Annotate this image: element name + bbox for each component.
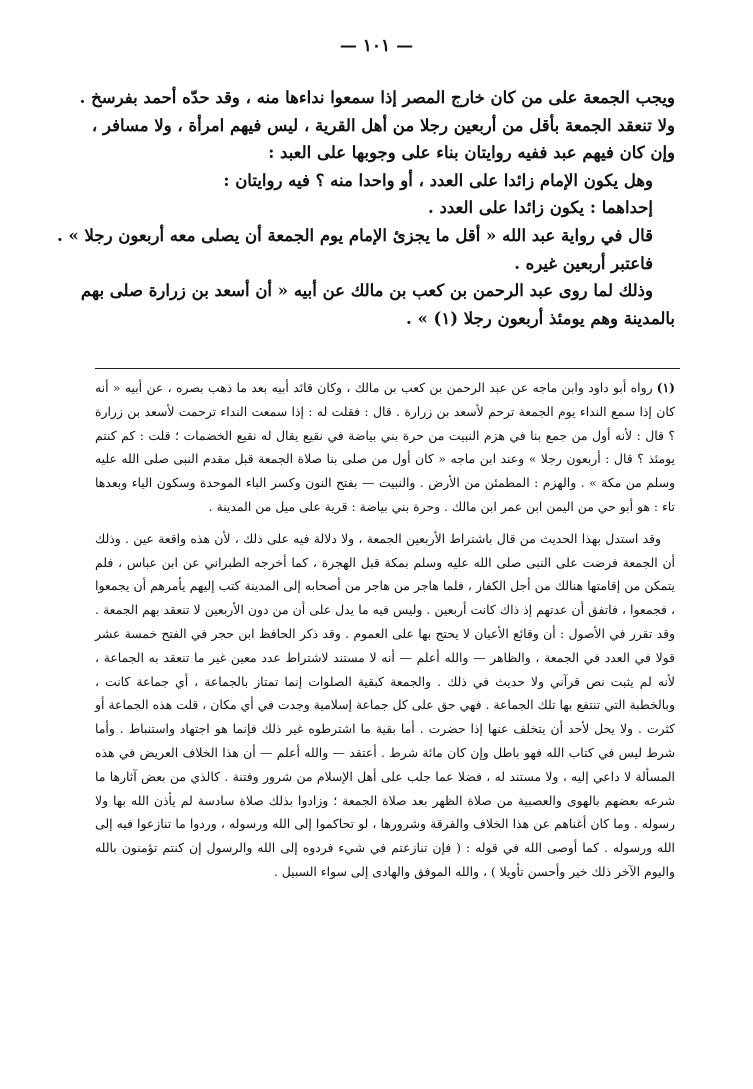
main-line: إحداهما : يكون زائدا على العدد .	[428, 198, 653, 218]
main-line: وهل يكون الإمام زائدا على العدد ، أو واحدا منه ؟ فيه روايتان :	[223, 170, 653, 190]
footnote-marker: (١)	[656, 380, 675, 395]
main-text	[56, 84, 675, 332]
main-line: وإن كان فيهم عبد ففيه روايتان بناء على وجوبها على العبد :	[268, 143, 675, 163]
main-line: وذلك لما روى عبد الرحمن بن كعب بن مالك عن أبيه « أن أسعد بن زرارة صلى بهم	[80, 281, 653, 301]
commentary	[95, 527, 675, 884]
main-line: قال في رواية عبد الله « أقل ما يجزئ الإمام يوم الجمعة أن يصلى معه أربعون رجلا » .	[56, 225, 653, 245]
main-line: ويجب الجمعة على من كان خارج المصر إذا سمعوا نداءها منه ، وقد حدّه أحمد بفرسخ .	[79, 88, 675, 107]
footnote-divider	[95, 368, 680, 369]
footnote-text: رواه أبو داود وابن ماجه عن عبد الرحمن بن كعب بن مالك ، وكان قائد أبيه بعد ما ذهب بصره ، عن أبيه « أنه كان إذا سمع النداء يوم الجمعة ترحم لأسعد بن زرارة . قال : فقلت له : إذا سمعت النداء ترحمت لأسعد بن زرارة ؟ قال : لأنه أول من جمع بنا في هزم النبيت من حرة بني بياضة في نقيع يقال له نقيع الخضمات ؛ قلت : كم كنتم يومئذ ؟ قال : أربعون رجلا » وعند ابن ماجه « كان أول من صلى بنا صلاة الجمعة قبل مقدم النبى صلى الله عليه وسلم من مكة » . والهزم : المطمئن من الأرض . والنبيت — بفتح النون وكسر الباء الموحدة وسكون الياء وبعدها تاء : هو أبو حي من اليمن ابن عمر ابن مالك . وحرة بني بياضة : قرية على ميل من المدينة .	[95, 380, 675, 514]
footnote	[95, 376, 675, 519]
main-line: فاعتبر أربعين غيره .	[514, 253, 653, 273]
commentary-paragraph: وقد استدل بهذا الحديث من قال باشتراط الأربعين الجمعة ، ولا دلالة فيه على ذلك ، لأن هذه واقعة عين . وذلك أن الجمعة فرضت على النبى صلى الله عليه وسلم بمكة قبل الهجرة ، كما أخرجه الطبراني عن ابن عباس ، فلم يتمكن من إقامتها هنالك من أجل الكفار ، فلما هاجر من هاجر من أصحابه إلى المدينة كتب إليهم يأمرهم أن يجمعوا ، فجمعوا ، فاتفق أن عدتهم إذ ذاك كانت أربعين . وليس فيه ما يدل على أن من دون الأربعين لا تنعقد بهم الجمعة . وقد تقرر في الأصول : أن وقائع الأعيان لا يحتج بها على العموم . وقد ذكر الحافظ ابن حجر في الفتح خمسة عشر قولا في العدد في الجمعة ، والظاهر — والله أعلم — أنه لا مستند لاشتراط عدد معين غير ما تنعقد به الجماعة ، لأنه لم يثبت نص قرآني ولا حديث في ذلك . والجمعة كبقية الصلوات إنما تمتاز بالجماعة ، أي جماعة كانت ، وبالخطبة التي تنتفع بها تلك الجماعة . فهي حق على كل جماعة إسلامية وجدت في أي مكان ، قلت هذه الجماعة أو كثرت . ولا يحل لأحد أن يتخلف عنها إذا حضرت . أما بقية ما اشترطوه غير ذلك فإنما هو اجتهاد واستنباط . وأما شرط ليس في كتاب الله فهو باطل وإن كان مائة شرط . أعتقد — والله أعلم — أن هذا الخلاف العريض في هذه المسألة لا داعي إليه ، ولا مستند له ، فضلا عما جلب على أهل الإسلام من شرور وفتنة . كالذي من بعض آثارها ما شرعه بعضهم بالهوى والعصبية من صلاة الظهر بعد صلاة الجمعة ؛ وزادوا بذلك صلاة سادسة لم يأذن الله بها ولا رسوله . وما كان أغناهم عن هذا الخلاف والفرقة وشرورها ، لو تحاكموا إلى الله ورسوله ، وردوا ما تنازعوا فيه إلى الله ورسوله . كما أوصى الله في قوله : ( فإن تنازعتم في شيء فردوه إلى الله والرسول إن كنتم تؤمنون بالله واليوم الآخر ذلك خير وأحسن تأويلا ) ، والله الموفق والهادى إلى سواء السبيل .	[95, 530, 675, 879]
main-line: ولا تنعقد الجمعة بأقل من أربعين رجلا من أهل القرية ، ليس فيهم امرأة ، ولا مسافر ،	[91, 115, 675, 135]
notes-section	[95, 376, 675, 884]
main-line: بالمدينة وهم يومئذ أربعون رجلا (١) » .	[405, 308, 675, 328]
page-number: — ١٠١ —	[339, 36, 414, 56]
